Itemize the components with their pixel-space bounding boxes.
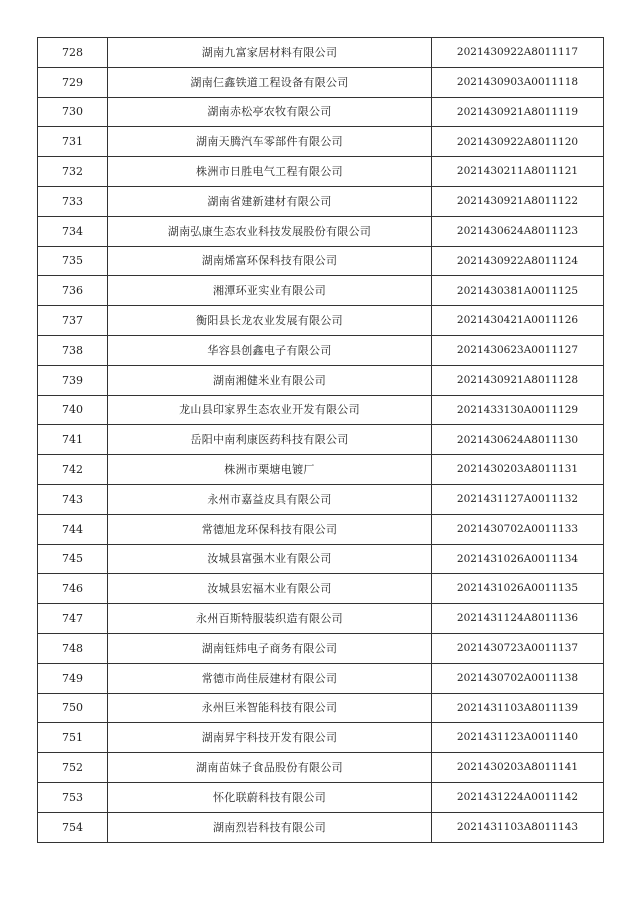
table-row (38, 514, 604, 544)
company-name-cell: 怀化联蔚科技有限公司 (108, 782, 432, 812)
row-number-cell: 747 (38, 604, 108, 634)
company-name-cell: 株洲市日胜电气工程有限公司 (108, 157, 432, 187)
row-number-cell: 750 (38, 693, 108, 723)
row-number-cell: 754 (38, 812, 108, 842)
row-number-cell: 735 (38, 246, 108, 276)
row-number-cell: 749 (38, 663, 108, 693)
company-name-cell: 湖南仨鑫铁道工程设备有限公司 (108, 67, 432, 97)
table-row (38, 38, 604, 68)
registration-code-cell: 2021430922A8011124 (432, 246, 604, 276)
row-number-cell: 732 (38, 157, 108, 187)
registration-code-cell: 2021430921A8011128 (432, 365, 604, 395)
row-number-cell: 739 (38, 365, 108, 395)
registration-code-cell: 2021430921A8011122 (432, 186, 604, 216)
row-number-cell: 740 (38, 395, 108, 425)
row-number-cell: 728 (38, 38, 108, 68)
table-row (38, 455, 604, 485)
table-row (38, 693, 604, 723)
registration-code-cell: 2021430702A0011138 (432, 663, 604, 693)
row-number-cell: 730 (38, 97, 108, 127)
registration-code-cell: 2021430381A0011125 (432, 276, 604, 306)
row-number-cell: 753 (38, 782, 108, 812)
registration-code-cell: 2021430203A8011141 (432, 753, 604, 783)
table-row (38, 216, 604, 246)
company-name-cell: 永州市嘉益皮具有限公司 (108, 484, 432, 514)
table-row (38, 186, 604, 216)
registration-code-cell: 2021430421A0011126 (432, 306, 604, 336)
registration-code-cell: 2021430624A8011130 (432, 425, 604, 455)
row-number-cell: 733 (38, 186, 108, 216)
table-row (38, 335, 604, 365)
row-number-cell: 745 (38, 544, 108, 574)
company-name-cell: 汝城县宏福木业有限公司 (108, 574, 432, 604)
table-row (38, 633, 604, 663)
row-number-cell: 738 (38, 335, 108, 365)
company-name-cell: 衡阳县长龙农业发展有限公司 (108, 306, 432, 336)
table-row (38, 723, 604, 753)
table-row (38, 246, 604, 276)
company-name-cell: 永州百斯特服装织造有限公司 (108, 604, 432, 634)
row-number-cell: 751 (38, 723, 108, 753)
company-name-cell: 湘潭环亚实业有限公司 (108, 276, 432, 306)
company-registry-table (37, 37, 604, 843)
row-number-cell: 731 (38, 127, 108, 157)
row-number-cell: 748 (38, 633, 108, 663)
company-name-cell: 龙山县印家界生态农业开发有限公司 (108, 395, 432, 425)
registration-code-cell: 2021431127A0011132 (432, 484, 604, 514)
table-row (38, 97, 604, 127)
row-number-cell: 734 (38, 216, 108, 246)
table-row (38, 782, 604, 812)
table-row (38, 753, 604, 783)
company-name-cell: 湖南烈岩科技有限公司 (108, 812, 432, 842)
table-row (38, 306, 604, 336)
registration-code-cell: 2021430922A8011120 (432, 127, 604, 157)
registry-table-body (38, 38, 604, 843)
registration-code-cell: 2021430921A8011119 (432, 97, 604, 127)
row-number-cell: 752 (38, 753, 108, 783)
registration-code-cell: 2021430211A8011121 (432, 157, 604, 187)
table-row (38, 663, 604, 693)
row-number-cell: 741 (38, 425, 108, 455)
company-name-cell: 湖南弘康生态农业科技发展股份有限公司 (108, 216, 432, 246)
registration-code-cell: 2021430624A8011123 (432, 216, 604, 246)
registration-code-cell: 2021431103A8011139 (432, 693, 604, 723)
company-name-cell: 湖南钰炜电子商务有限公司 (108, 633, 432, 663)
table-row (38, 425, 604, 455)
table-row (38, 127, 604, 157)
registration-code-cell: 2021430203A8011131 (432, 455, 604, 485)
registration-code-cell: 2021431224A0011142 (432, 782, 604, 812)
row-number-cell: 742 (38, 455, 108, 485)
company-name-cell: 常德市尚佳辰建材有限公司 (108, 663, 432, 693)
company-name-cell: 湖南省建新建材有限公司 (108, 186, 432, 216)
registration-code-cell: 2021431123A0011140 (432, 723, 604, 753)
table-row (38, 67, 604, 97)
registration-code-cell: 2021430922A8011117 (432, 38, 604, 68)
company-name-cell: 湖南烯富环保科技有限公司 (108, 246, 432, 276)
table-row (38, 604, 604, 634)
company-name-cell: 岳阳中南利康医药科技有限公司 (108, 425, 432, 455)
company-name-cell: 湖南九富家居材料有限公司 (108, 38, 432, 68)
registration-code-cell: 2021431124A8011136 (432, 604, 604, 634)
table-row (38, 395, 604, 425)
table-row (38, 157, 604, 187)
row-number-cell: 736 (38, 276, 108, 306)
registration-code-cell: 2021431026A0011134 (432, 544, 604, 574)
row-number-cell: 743 (38, 484, 108, 514)
row-number-cell: 729 (38, 67, 108, 97)
company-name-cell: 湖南赤松亭农牧有限公司 (108, 97, 432, 127)
company-name-cell: 湖南昇宇科技开发有限公司 (108, 723, 432, 753)
table-row (38, 812, 604, 842)
company-name-cell: 汝城县富强木业有限公司 (108, 544, 432, 574)
company-name-cell: 永州巨米智能科技有限公司 (108, 693, 432, 723)
registration-code-cell: 2021431103A8011143 (432, 812, 604, 842)
table-row (38, 544, 604, 574)
table-row (38, 484, 604, 514)
row-number-cell: 744 (38, 514, 108, 544)
company-name-cell: 株洲市栗塘电镀厂 (108, 455, 432, 485)
registration-code-cell: 2021433130A0011129 (432, 395, 604, 425)
row-number-cell: 746 (38, 574, 108, 604)
company-name-cell: 华容县创鑫电子有限公司 (108, 335, 432, 365)
registration-code-cell: 2021431026A0011135 (432, 574, 604, 604)
company-name-cell: 湖南天腾汽车零部件有限公司 (108, 127, 432, 157)
table-row (38, 574, 604, 604)
company-name-cell: 常德旭龙环保科技有限公司 (108, 514, 432, 544)
table-row (38, 365, 604, 395)
row-number-cell: 737 (38, 306, 108, 336)
registration-code-cell: 2021430702A0011133 (432, 514, 604, 544)
registration-code-cell: 2021430903A0011118 (432, 67, 604, 97)
company-name-cell: 湖南湘健米业有限公司 (108, 365, 432, 395)
company-name-cell: 湖南苗妹子食品股份有限公司 (108, 753, 432, 783)
table-row (38, 276, 604, 306)
registration-code-cell: 2021430623A0011127 (432, 335, 604, 365)
registration-code-cell: 2021430723A0011137 (432, 633, 604, 663)
